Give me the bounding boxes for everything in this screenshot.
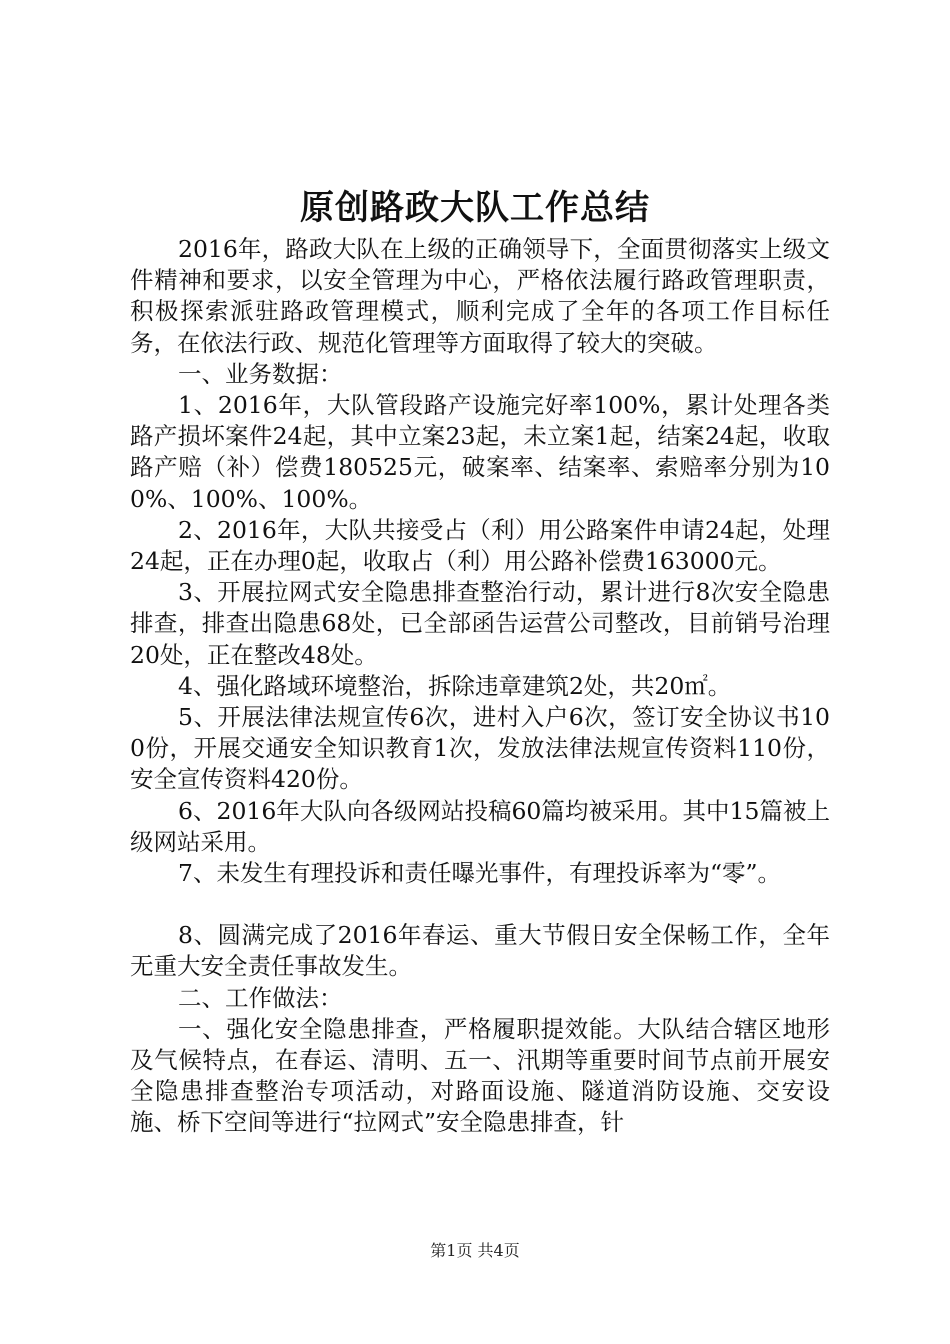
section-heading-business-data: 一、业务数据：: [178, 359, 343, 388]
practice-paragraph-1: 一、强化安全隐患排查，严格履职提效能。大队结合辖区地形及气候特点，在春运、清明、五一、汛期等重要时间节点前开展安全隐患排查整治专项活动，对路面设施、隧道消防设施、交安设施、桥下空间等进行“拉网式”安全隐患排查，针: [130, 1014, 830, 1137]
document-title: 原创路政大队工作总结: [300, 188, 650, 228]
intro-paragraph: 2016年，路政大队在上级的正确领导下，全面贯彻落实上级文件精神和要求，以安全管理为中心，严格依法履行路政管理职责，积极探索派驻路政管理模式，顺利完成了全年的各项工作目标任务，在依法行政、规范化管理等方面取得了较大的突破。: [130, 235, 830, 357]
data-item-1: 1、2016年，大队管段路产设施完好率100%，累计处理各类路产损坏案件24起，其中立案23起，未立案1起，结案24起，收取路产赔（补）偿费180525元，破案率、结案率、索赔率分别为100%、100%、100%。: [130, 391, 830, 513]
data-item-2: 2、2016年，大队共接受占（利）用公路案件申请24起，处理24起，正在办理0起，收取占（利）用公路补偿费163000元。: [130, 515, 830, 576]
data-item-5: 5、开展法律法规宣传6次，进村入户6次，签订安全协议书100份，开展交通安全知识教育1次，发放法律法规宣传资料110份，安全宣传资料420份。: [130, 703, 830, 794]
section-heading-work-methods: 二、工作做法：: [178, 983, 343, 1012]
data-item-3: 3、开展拉网式安全隐患排查整治行动，累计进行8次安全隐患排查，排查出隐患68处，已全部函告运营公司整改，目前销号治理20处，正在整改48处。: [130, 578, 830, 669]
data-item-6: 6、2016年大队向各级网站投稿60篇均被采用。其中15篇被上级网站采用。: [130, 796, 830, 856]
page-footer: 第1页 共4页: [430, 1241, 520, 1260]
data-item-7: 7、未发生有理投诉和责任曝光事件，有理投诉率为“零”。: [178, 859, 781, 888]
data-item-8: 8、圆满完成了2016年春运、重大节假日安全保畅工作，全年无重大安全责任事故发生。: [130, 921, 830, 981]
document-body: [130, 234, 830, 1139]
data-item-4: 4、强化路域环境整治，拆除违章建筑2处，共20㎡。: [178, 671, 732, 700]
